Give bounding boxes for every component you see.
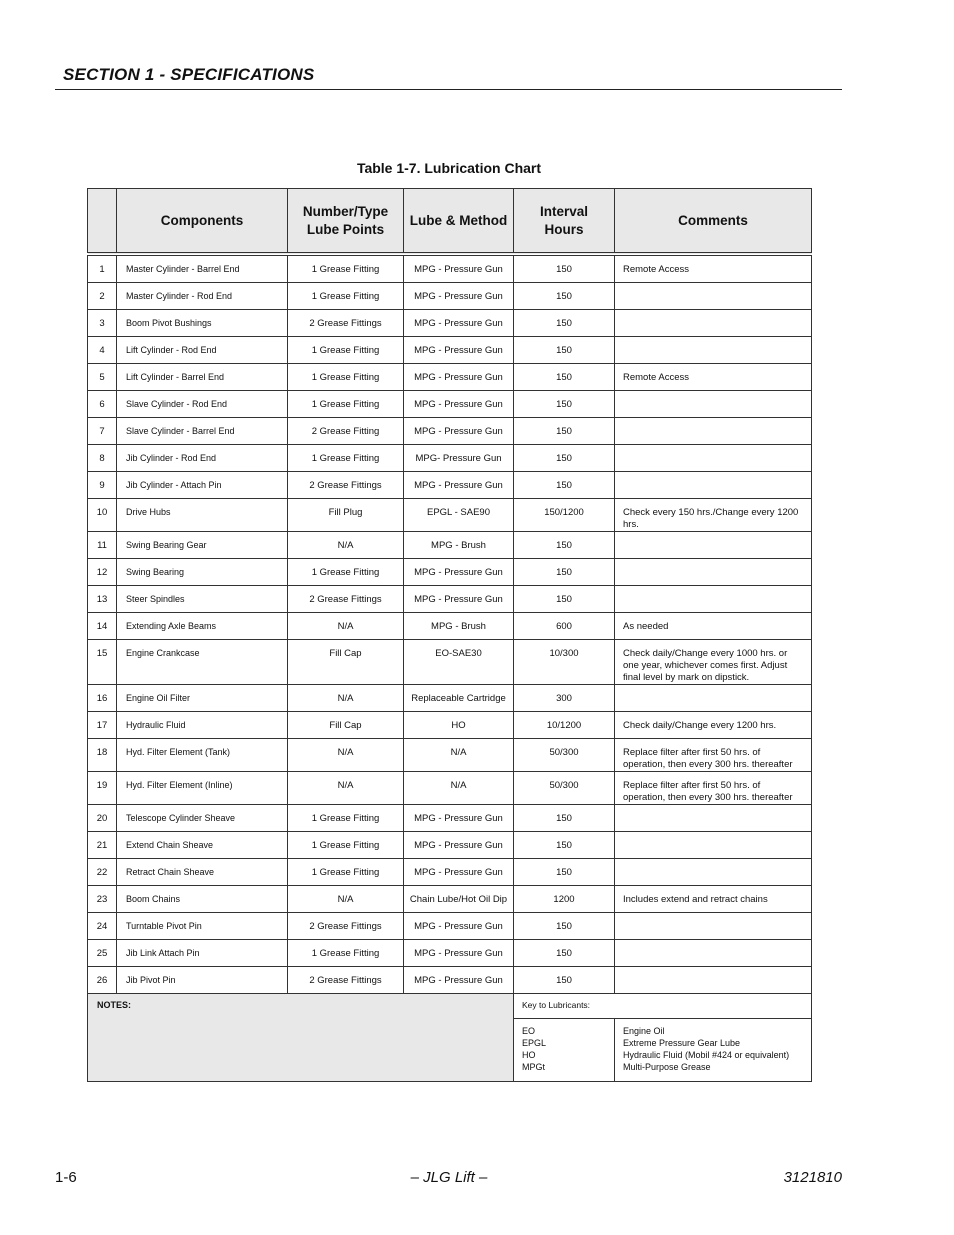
lube-points: 1 Grease Fitting (288, 445, 404, 472)
component-name: Extend Chain Sheave (117, 832, 288, 859)
row-number: 7 (88, 418, 117, 445)
interval-hours: 150/1200 (514, 499, 615, 532)
lube-points: 2 Grease Fittings (288, 310, 404, 337)
row-number: 24 (88, 913, 117, 940)
table-row (88, 283, 812, 310)
component-name: Steer Spindles (117, 586, 288, 613)
lube-method: EPGL - SAE90 (404, 499, 514, 532)
table-row (88, 559, 812, 586)
table-row (88, 310, 812, 337)
row-number: 1 (88, 254, 117, 283)
table-row (88, 832, 812, 859)
table-row (88, 967, 812, 994)
interval-hours: 50/300 (514, 739, 615, 772)
comments (615, 445, 812, 472)
component-name: Master Cylinder - Barrel End (117, 254, 288, 283)
row-number: 5 (88, 364, 117, 391)
page-number: 1-6 (55, 1169, 77, 1186)
lube-method: Replaceable Cartridge (404, 685, 514, 712)
component-name: Hyd. Filter Element (Tank) (117, 739, 288, 772)
component-name: Drive Hubs (117, 499, 288, 532)
table-row (88, 772, 812, 805)
row-number: 22 (88, 859, 117, 886)
table-row (88, 445, 812, 472)
lube-method: MPG - Pressure Gun (404, 418, 514, 445)
component-name: Jib Cylinder - Attach Pin (117, 472, 288, 499)
header-interval-line1: Interval (539, 203, 589, 219)
comments (615, 337, 812, 364)
lube-points: 2 Grease Fittings (288, 472, 404, 499)
row-number: 4 (88, 337, 117, 364)
document-number: 3121810 (783, 1169, 842, 1186)
interval-hours: 150 (514, 913, 615, 940)
header-interval (514, 189, 615, 255)
table-row (88, 364, 812, 391)
row-number: 19 (88, 772, 117, 805)
lube-points: 1 Grease Fitting (288, 832, 404, 859)
lube-method: Chain Lube/Hot Oil Dip (404, 886, 514, 913)
key-description: Hydraulic Fluid (Mobil #424 or equivalent) (623, 1050, 790, 1060)
table-row (88, 739, 812, 772)
interval-hours: 150 (514, 940, 615, 967)
component-name: Master Cylinder - Rod End (117, 283, 288, 310)
component-name: Retract Chain Sheave (117, 859, 288, 886)
comments (615, 532, 812, 559)
comments (615, 418, 812, 445)
notes-label: NOTES: (97, 1000, 132, 1010)
interval-hours: 150 (514, 283, 615, 310)
lube-method: MPG- Pressure Gun (404, 445, 514, 472)
lube-method: MPG - Pressure Gun (404, 283, 514, 310)
component-name: Swing Bearing (117, 559, 288, 586)
lube-method: MPG - Pressure Gun (404, 559, 514, 586)
table-body (88, 254, 812, 994)
section-title: SECTION 1 - SPECIFICATIONS (63, 65, 315, 84)
comments: Remote Access (615, 364, 812, 391)
interval-hours: 150 (514, 391, 615, 418)
table-row (88, 913, 812, 940)
lube-points: 2 Grease Fitting (288, 418, 404, 445)
comments (615, 859, 812, 886)
lube-method: MPG - Pressure Gun (404, 391, 514, 418)
table-row (88, 418, 812, 445)
component-name: Jib Link Attach Pin (117, 940, 288, 967)
lube-points: N/A (288, 532, 404, 559)
header-interval-line2: Hours (544, 221, 584, 237)
key-description: Extreme Pressure Gear Lube (623, 1038, 741, 1048)
component-name: Boom Chains (117, 886, 288, 913)
row-number: 15 (88, 640, 117, 685)
interval-hours: 150 (514, 254, 615, 283)
component-name: Swing Bearing Gear (117, 532, 288, 559)
component-name: Hydraulic Fluid (117, 712, 288, 739)
interval-hours: 150 (514, 805, 615, 832)
component-name: Lift Cylinder - Rod End (117, 337, 288, 364)
lube-method: MPG - Pressure Gun (404, 805, 514, 832)
table-row (88, 640, 812, 685)
lube-points: N/A (288, 685, 404, 712)
interval-hours: 10/300 (514, 640, 615, 685)
row-number: 20 (88, 805, 117, 832)
comments (615, 283, 812, 310)
table-row (88, 472, 812, 499)
lube-points: 1 Grease Fitting (288, 254, 404, 283)
comments: Check daily/Change every 1000 hrs. or one year, whichever comes first. Adjust final level by mark on dipstick. (615, 640, 812, 685)
comments (615, 685, 812, 712)
lube-points: 1 Grease Fitting (288, 391, 404, 418)
lube-method: MPG - Pressure Gun (404, 472, 514, 499)
row-number: 16 (88, 685, 117, 712)
key-descriptions (615, 1019, 812, 1082)
row-number: 2 (88, 283, 117, 310)
comments (615, 391, 812, 418)
comments (615, 586, 812, 613)
footer-title: – JLG Lift – (410, 1169, 488, 1186)
notes-row (88, 994, 812, 1019)
lube-points: 1 Grease Fitting (288, 364, 404, 391)
lube-points: 1 Grease Fitting (288, 283, 404, 310)
interval-hours: 150 (514, 364, 615, 391)
table-row (88, 499, 812, 532)
key-code: HO (522, 1050, 536, 1060)
key-code: MPGt (522, 1062, 546, 1072)
row-number: 18 (88, 739, 117, 772)
comments: Replace filter after first 50 hrs. of operation, then every 300 hrs. thereafter (615, 772, 812, 805)
component-name: Lift Cylinder - Barrel End (117, 364, 288, 391)
row-number: 14 (88, 613, 117, 640)
comments (615, 913, 812, 940)
table-title: Table 1-7. Lubrication Chart (356, 160, 542, 176)
lube-method: MPG - Pressure Gun (404, 832, 514, 859)
component-name: Boom Pivot Bushings (117, 310, 288, 337)
lube-method: N/A (404, 772, 514, 805)
lube-method: MPG - Pressure Gun (404, 254, 514, 283)
row-number: 9 (88, 472, 117, 499)
interval-hours: 150 (514, 586, 615, 613)
comments (615, 472, 812, 499)
key-codes (514, 1019, 615, 1082)
comments (615, 310, 812, 337)
key-code: EPGL (522, 1038, 547, 1048)
key-title: Key to Lubricants: (514, 994, 812, 1019)
notes-cell (88, 994, 514, 1082)
lube-method: MPG - Pressure Gun (404, 364, 514, 391)
row-number: 10 (88, 499, 117, 532)
lube-method: MPG - Brush (404, 613, 514, 640)
table-row (88, 886, 812, 913)
lubrication-table (87, 188, 812, 1082)
lube-method: EO-SAE30 (404, 640, 514, 685)
row-number: 3 (88, 310, 117, 337)
lube-points: Fill Plug (288, 499, 404, 532)
header-components: Components (117, 189, 288, 255)
interval-hours: 1200 (514, 886, 615, 913)
interval-hours: 10/1200 (514, 712, 615, 739)
component-name: Jib Pivot Pin (117, 967, 288, 994)
header-number (88, 189, 117, 255)
lube-method: MPG - Pressure Gun (404, 940, 514, 967)
component-name: Jib Cylinder - Rod End (117, 445, 288, 472)
table-row (88, 859, 812, 886)
interval-hours: 150 (514, 310, 615, 337)
header-lube-points-line1: Number/Type (302, 203, 389, 219)
lube-method: MPG - Pressure Gun (404, 310, 514, 337)
table-row (88, 586, 812, 613)
component-name: Engine Oil Filter (117, 685, 288, 712)
key-code: EO (522, 1026, 536, 1036)
lube-points: N/A (288, 886, 404, 913)
lube-points: 1 Grease Fitting (288, 940, 404, 967)
lube-method: HO (404, 712, 514, 739)
row-number: 12 (88, 559, 117, 586)
lube-points: 2 Grease Fittings (288, 913, 404, 940)
comments (615, 805, 812, 832)
interval-hours: 150 (514, 832, 615, 859)
interval-hours: 150 (514, 967, 615, 994)
interval-hours: 600 (514, 613, 615, 640)
table-row (88, 685, 812, 712)
component-name: Engine Crankcase (117, 640, 288, 685)
row-number: 17 (88, 712, 117, 739)
interval-hours: 150 (514, 337, 615, 364)
header-comments: Comments (615, 189, 812, 255)
interval-hours: 150 (514, 559, 615, 586)
comments: Includes extend and retract chains (615, 886, 812, 913)
row-number: 8 (88, 445, 117, 472)
lube-method: MPG - Pressure Gun (404, 967, 514, 994)
interval-hours: 150 (514, 418, 615, 445)
header-lube-points (288, 189, 404, 255)
table-row (88, 940, 812, 967)
comments (615, 559, 812, 586)
key-description: Engine Oil (623, 1026, 665, 1036)
component-name: Slave Cylinder - Barrel End (117, 418, 288, 445)
row-number: 26 (88, 967, 117, 994)
component-name: Extending Axle Beams (117, 613, 288, 640)
interval-hours: 50/300 (514, 772, 615, 805)
table-header-row (88, 189, 812, 255)
lube-points: N/A (288, 739, 404, 772)
lube-points: 2 Grease Fittings (288, 586, 404, 613)
lube-method: N/A (404, 739, 514, 772)
lube-points: N/A (288, 772, 404, 805)
lube-method: MPG - Brush (404, 532, 514, 559)
section-divider (55, 89, 842, 90)
key-description: Multi-Purpose Grease (623, 1062, 711, 1072)
component-name: Turntable Pivot Pin (117, 913, 288, 940)
component-name: Slave Cylinder - Rod End (117, 391, 288, 418)
component-name: Hyd. Filter Element (Inline) (117, 772, 288, 805)
row-number: 11 (88, 532, 117, 559)
lube-method: MPG - Pressure Gun (404, 586, 514, 613)
comments: Check daily/Change every 1200 hrs. (615, 712, 812, 739)
lube-points: 2 Grease Fittings (288, 967, 404, 994)
table-row (88, 712, 812, 739)
comments: Replace filter after first 50 hrs. of operation, then every 300 hrs. thereafter (615, 739, 812, 772)
table-row (88, 805, 812, 832)
component-name: Telescope Cylinder Sheave (117, 805, 288, 832)
row-number: 23 (88, 886, 117, 913)
interval-hours: 150 (514, 445, 615, 472)
lube-points: 1 Grease Fitting (288, 337, 404, 364)
comments (615, 940, 812, 967)
table-row (88, 254, 812, 283)
table-notes-section (88, 994, 812, 1082)
lube-method: MPG - Pressure Gun (404, 337, 514, 364)
comments (615, 967, 812, 994)
row-number: 13 (88, 586, 117, 613)
comments: As needed (615, 613, 812, 640)
lube-points: 1 Grease Fitting (288, 559, 404, 586)
row-number: 25 (88, 940, 117, 967)
lube-points: 1 Grease Fitting (288, 805, 404, 832)
table-row (88, 613, 812, 640)
lube-method: MPG - Pressure Gun (404, 859, 514, 886)
comments: Remote Access (615, 254, 812, 283)
header-lube-method: Lube & Method (404, 189, 514, 255)
interval-hours: 300 (514, 685, 615, 712)
header-lube-points-line2: Lube Points (306, 221, 385, 237)
comments: Check every 150 hrs./Change every 1200 hrs. (615, 499, 812, 532)
lube-method: MPG - Pressure Gun (404, 913, 514, 940)
interval-hours: 150 (514, 859, 615, 886)
row-number: 6 (88, 391, 117, 418)
table-row (88, 391, 812, 418)
comments (615, 832, 812, 859)
lube-points: 1 Grease Fitting (288, 859, 404, 886)
lube-points: Fill Cap (288, 712, 404, 739)
interval-hours: 150 (514, 532, 615, 559)
table-row (88, 337, 812, 364)
lube-points: Fill Cap (288, 640, 404, 685)
interval-hours: 150 (514, 472, 615, 499)
table-row (88, 532, 812, 559)
row-number: 21 (88, 832, 117, 859)
lube-points: N/A (288, 613, 404, 640)
